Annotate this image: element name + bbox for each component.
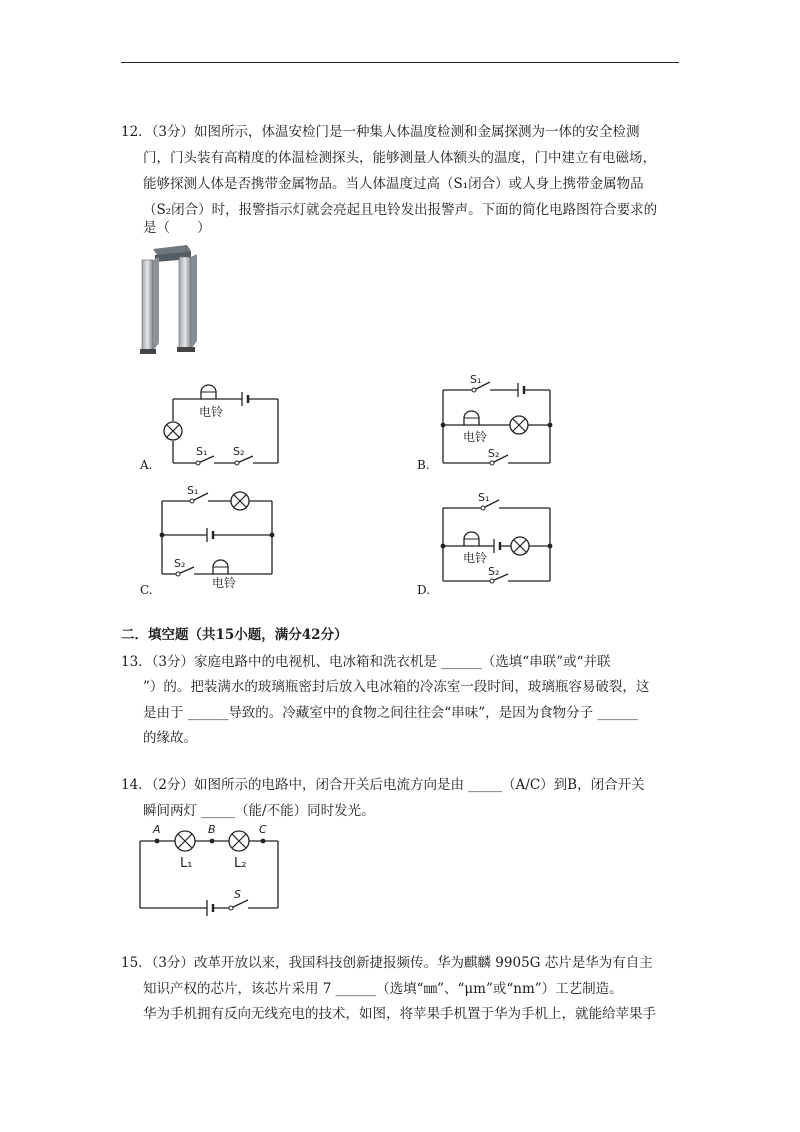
switch-s1-label: S₁ (196, 445, 208, 458)
q12-line-4: （S₂闭合）时，报警指示灯就会亮起且电铃发出报警声。下面的简化电路图符合要求的 (143, 202, 658, 218)
bell-label: 电铃 (463, 430, 488, 444)
q15-line-2: 知识产权的芯片，该芯片采用 7 ______（选填“㎜”、“μm”或“nm”）工艺制造。 (143, 981, 623, 997)
circuit-b (436, 370, 566, 470)
q12-line-5: 是（ ） (143, 220, 211, 236)
switch-s2-label: S₂ (174, 557, 186, 570)
bell-label: 电铃 (199, 405, 224, 419)
q13-line-2: ”）的。把装满水的玻璃瓶密封后放入电冰箱的冷冻室一段时间，玻璃瓶容易破裂，这 (143, 679, 650, 695)
option-d-label: D. (417, 583, 431, 597)
q13-line-4: 的缘故。 (143, 730, 197, 746)
circuit-d (436, 490, 566, 590)
section-title: 二．填空题（共15小题，满分42分） (121, 627, 348, 643)
point-a-label: A (153, 823, 161, 836)
circuit-a (160, 375, 290, 470)
lamp-l1-label: L₁ (180, 856, 193, 871)
switch-s2-label: S₂ (488, 565, 500, 578)
lamp-icon (510, 416, 528, 434)
q12-line-1: 12．（3分）如图所示，体温安检门是一种集人体温度检测和金属探测为一体的安全检测 (121, 124, 640, 140)
bell-icon (201, 385, 216, 399)
circuit-c (155, 483, 285, 590)
header-rule (121, 62, 679, 63)
q14-line-2: 瞬间两灯 _____（能/不能）同时发光。 (143, 803, 375, 819)
switch-s1-label: S₁ (470, 373, 482, 386)
bell-icon (213, 560, 228, 574)
q13-line-3: 是由于 ______导致的。冷藏室中的食物之间往往会“串味”，是因为食物分子 ______ (143, 705, 638, 721)
option-b-label: B. (417, 458, 430, 472)
switch-s2-label: S₂ (488, 447, 500, 460)
option-c-label: C. (140, 583, 153, 597)
bell-icon (464, 532, 479, 546)
q14-line-1: 14．（2分）如图所示的电路中，闭合开关后电流方向是由 _____（A/C）到B，闭合开关 (121, 777, 645, 793)
q13-line-1: 13．（3分）家庭电路中的电视机、电冰箱和洗衣机是 ______（选填“串联”或“并联 (121, 654, 611, 670)
lamp-icon (511, 537, 529, 555)
security-gate-image (139, 245, 201, 357)
bell-label: 电铃 (463, 551, 488, 565)
bell-icon (464, 411, 479, 425)
switch-s2-label: S₂ (233, 445, 245, 458)
circuit-q14 (135, 820, 285, 920)
point-c-label: C (259, 823, 267, 836)
lamp-icon (231, 492, 249, 510)
point-b-label: B (208, 823, 216, 836)
q12-line-2: 门，门头装有高精度的体温检测探头，能够测量人体额头的温度，门中建立有电磁场， (143, 150, 656, 166)
q12-line-3: 能够探测人体是否携带金属物品。当人体温度过高（S₁闭合）或人身上携带金属物品 (143, 176, 644, 192)
switch-s1-label: S₁ (187, 484, 199, 497)
option-a-label: A. (140, 458, 153, 472)
lamp-l1-icon (175, 831, 195, 851)
lamp-l2-label: L₂ (234, 856, 247, 871)
lamp-icon (164, 422, 182, 440)
bell-label: 电铃 (212, 576, 237, 590)
switch-s-label: S (234, 888, 241, 901)
q15-line-3: 华为手机拥有反向无线充电的技术，如图，将苹果手机置于华为手机上，就能给苹果手 (143, 1006, 656, 1022)
switch-s1-label: S₁ (478, 491, 490, 504)
q15-line-1: 15．（3分）改革开放以来，我国科技创新捷报频传。华为麒麟 9905G 芯片是华为有自主 (121, 955, 653, 971)
lamp-l2-icon (229, 831, 249, 851)
